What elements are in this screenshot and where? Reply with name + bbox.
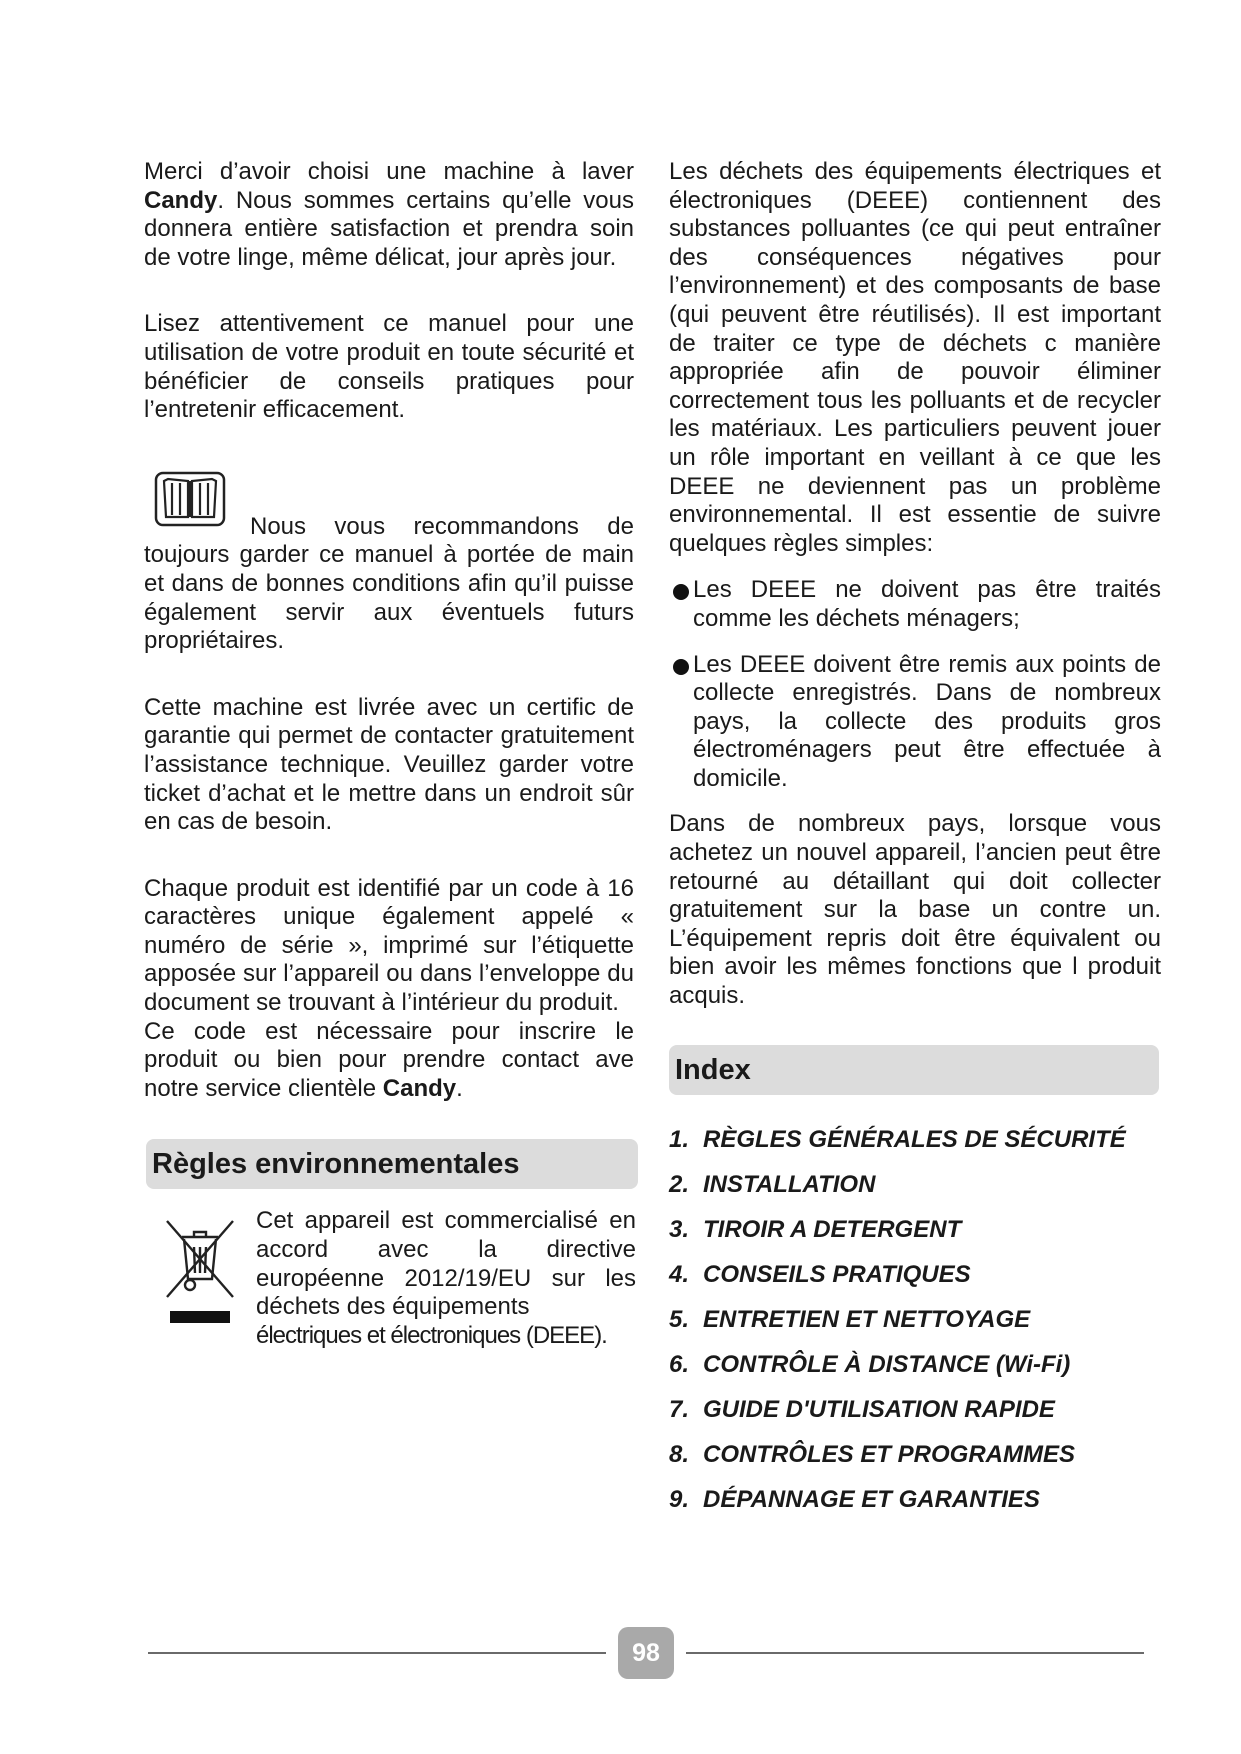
register-paragraph: Ce code est nécessaire pour inscrire le produit ou bien pour prendre contact ave notre service clientèle Candy. <box>144 1017 634 1102</box>
toc-item-4[interactable]: 4. CONSEILS PRATIQUES <box>669 1260 971 1288</box>
crossed-out-wheelie-bin-icon <box>164 1217 236 1325</box>
toc-item-7[interactable]: 7. GUIDE D'UTILISATION RAPIDE <box>669 1395 1055 1423</box>
right-column <box>669 158 1161 1522</box>
intro-paragraph: Merci d’avoir choisi une machine à laver Candy. Nous sommes certains qu’elle vous donnera entière satisfaction et prendra soin de votre linge, même délicat, jour après jour. <box>144 158 634 271</box>
toc-item-8[interactable]: 8. CONTRÔLES ET PROGRAMMES <box>669 1440 1076 1468</box>
list-item: Les DEEE ne doivent pas être traités comme les déchets ménagers; <box>669 576 1161 633</box>
index-section-title: Index <box>669 1045 1159 1095</box>
keep-manual-paragraph: Nous vous recommandons de toujours garder ce manuel à portée de main et dans de bonnes conditions afin qu’il puisse également servir aux éventuels futurs propriétaires. <box>144 512 634 655</box>
environment-section-title: Règles environnementales <box>146 1139 638 1189</box>
footer-rule-right <box>686 1652 1144 1654</box>
weee-rules-list <box>669 576 1161 793</box>
page-number: 98 <box>618 1627 674 1679</box>
weee-paragraph: Les déchets des équipements électriques et électroniques (DEEE) contiennent des substances polluantes (ce qui peut entraîner des conséquences négatives pour l’environnement) et des composants de base (qui peuvent être réutilisés). Il est important de traiter ce type de déchets c manière appropriée afin de pouvoir éliminer correctement tous les polluants et de recycler les matériaux. Les particuliers peuvent jouer un rôle important en veillant à ce que les DEEE ne deviennent pas un problème environnemental. Il est essentie de suivre quelques règles simples: <box>669 158 1161 557</box>
warranty-paragraph: Cette machine est livrée avec un certific de garantie qui permet de contacter gratuitement l’assistance technique. Veuillez garder votre ticket d’achat et le mettre dans un endroit sûr en cas de besoin. <box>144 693 634 836</box>
footer-rule-left <box>148 1652 606 1654</box>
serial-number-paragraph: Chaque produit est identifié par un code à 16 caractères unique également appelé « numéro de série », imprimé sur l’étiquette apposée sur l’appareil ou dans l’enveloppe du document se trouvant à l’intérieur du produit. <box>144 874 634 1017</box>
brand-name: Candy <box>382 1074 457 1102</box>
toc-item-1[interactable]: 1. RÈGLES GÉNÉRALES DE SÉCURITÉ <box>669 1125 1126 1153</box>
toc-item-5[interactable]: 5. ENTRETIEN ET NETTOYAGE <box>669 1305 1031 1333</box>
toc-item-2[interactable]: 2. INSTALLATION <box>669 1170 876 1198</box>
list-item: Les DEEE doivent être remis aux points de collecte enregistrés. Dans de nombreux pays, la collecte des produits gros électroménagers peut être effectuée à domicile. <box>669 651 1161 794</box>
read-manual-paragraph: Lisez attentivement ce manuel pour une utilisation de votre produit en toute sécurité et bénéficier de conseils pratiques pour l’entretenir efficacement. <box>144 310 634 424</box>
brand-name: Candy <box>144 186 218 214</box>
toc-item-3[interactable]: 3. TIROIR A DETERGENT <box>669 1215 962 1243</box>
left-column <box>144 158 634 1357</box>
keep-manual-block <box>144 469 634 656</box>
toc-item-9[interactable]: 9. DÉPANNAGE ET GARANTIES <box>669 1485 1040 1513</box>
environment-text: Cet appareil est commercialisé en accord avec la directive européenne 2012/19/EU sur les déchets des équipements électriques et électroniques (DEEE). <box>256 1207 636 1349</box>
table-of-contents <box>669 1117 1161 1522</box>
toc-item-6[interactable]: 6. CONTRÔLE À DISTANCE (Wi-Fi) <box>669 1350 1071 1378</box>
bullet-icon <box>673 659 689 675</box>
bullet-icon <box>673 584 689 600</box>
environment-block <box>144 1207 634 1357</box>
retailer-return-paragraph: Dans de nombreux pays, lorsque vous achetez un nouvel appareil, l’ancien peut être retourné au détaillant qui doit collecter gratuitement sur la base un contre un. L’équipement repris doit être équivalent ou bien avoir les mêmes fonctions que l produit acquis. <box>669 810 1161 1010</box>
